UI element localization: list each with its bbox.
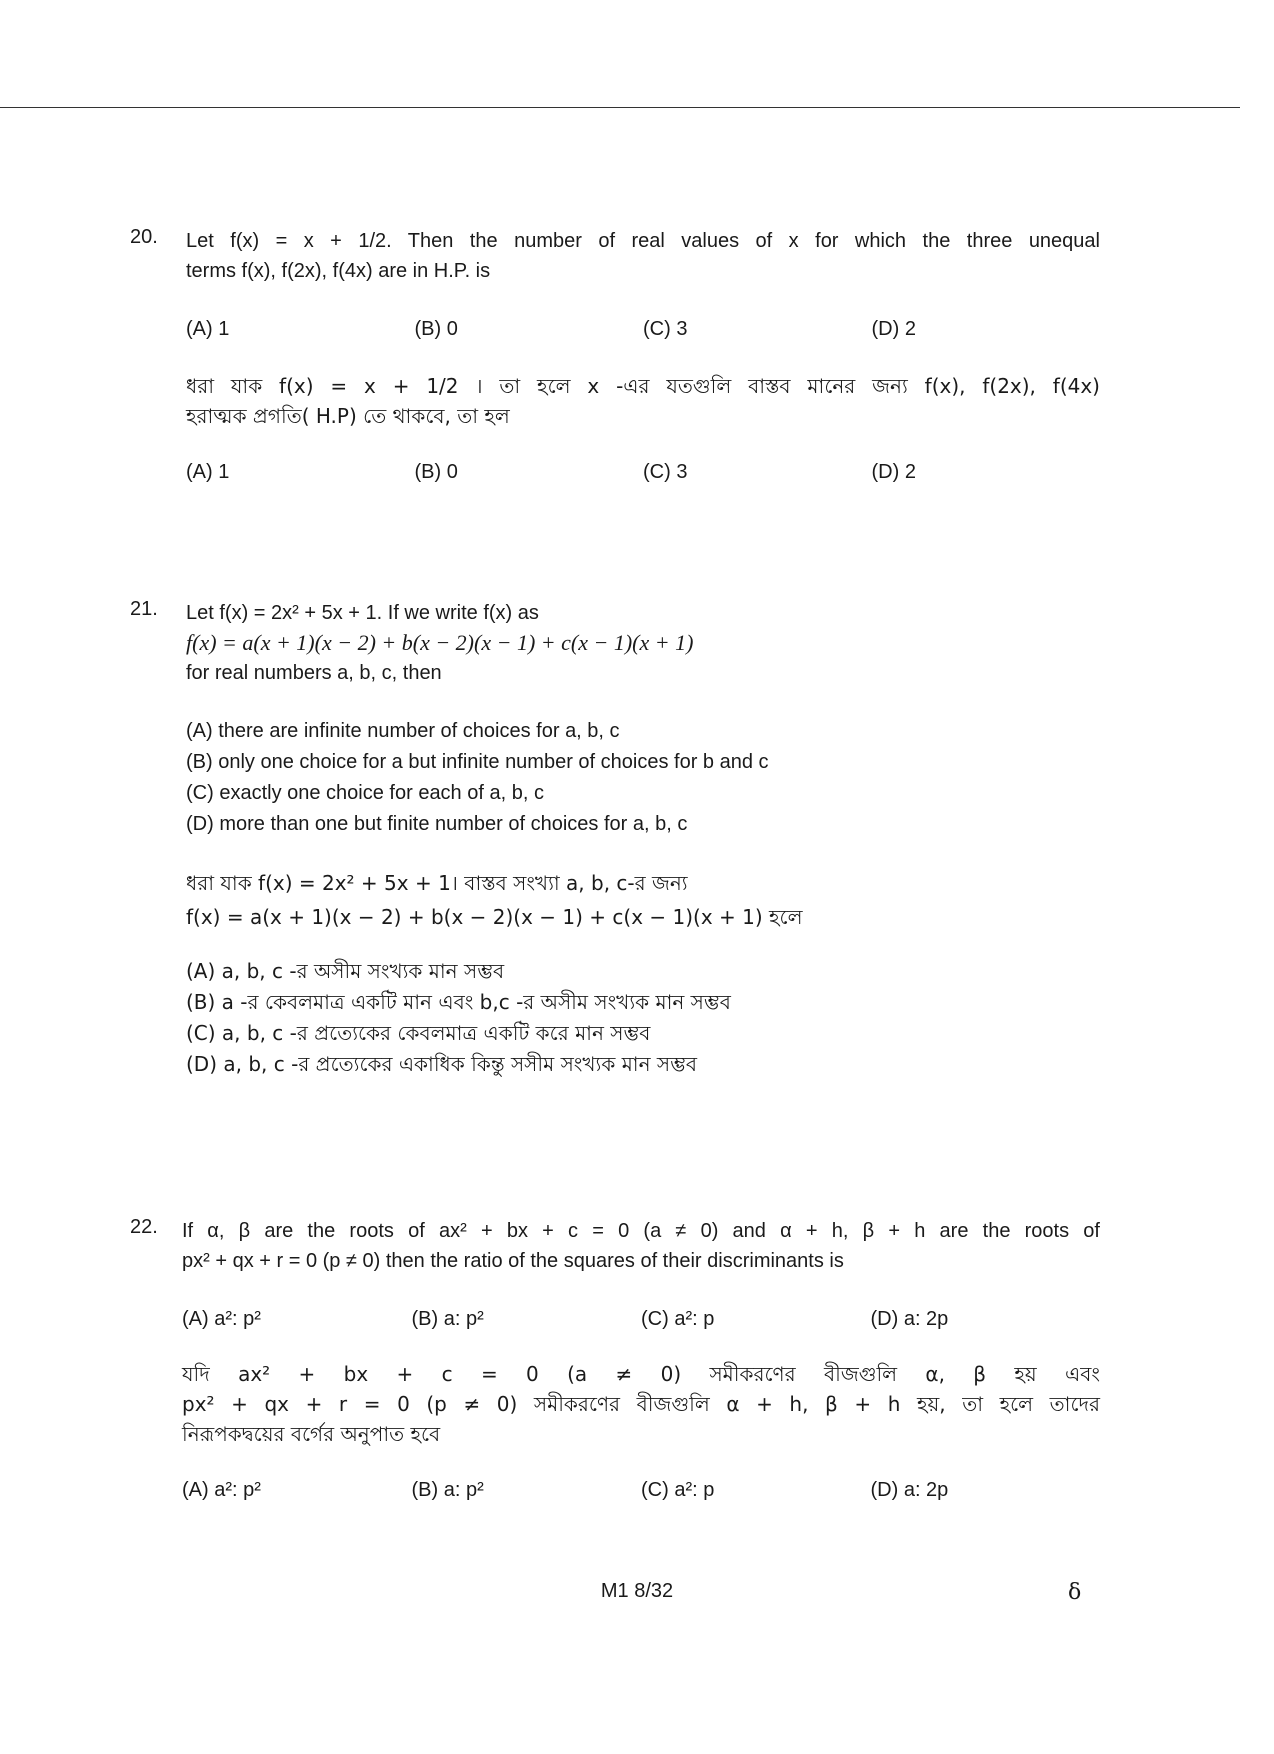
option-c: (C) 3 bbox=[643, 461, 688, 483]
question-stem-bn-line2: px² + qx + r = 0 (p ≠ 0) সমীকরণের বীজগুলি α + h, β + h হয়, তা হলে তাদের bbox=[182, 1392, 1100, 1416]
option-c: (C) exactly one choice for each of a, b, c bbox=[186, 782, 544, 804]
option-d: (D) a, b, c -র প্রত্যেকের একাধিক কিন্তু সসীম সংখ্যক মান সম্ভব bbox=[186, 1052, 698, 1076]
question-number: 20. bbox=[130, 226, 158, 248]
question-stem-bn-line3: নিরূপকদ্বয়ের বর্গের অনুপাত হবে bbox=[182, 1422, 441, 1446]
option-d: (D) 2 bbox=[871, 318, 916, 340]
question-stem-bn-line1: যদি ax² + bx + c = 0 (a ≠ 0) সমীকরণের বীজগুলি α, β হয় এবং bbox=[182, 1362, 1100, 1386]
question-stem-en-line2: terms f(x), f(2x), f(4x) are in H.P. is bbox=[186, 260, 491, 282]
option-a: (A) there are infinite number of choices for a, b, c bbox=[186, 720, 620, 742]
options-en bbox=[182, 1308, 1100, 1331]
option-c: (C) a, b, c -র প্রত্যেকের কেবলমাত্র একটি করে মান সম্ভব bbox=[186, 1021, 651, 1045]
top-rule bbox=[0, 107, 1240, 108]
question-stem-bn-line2: হরাত্মক প্রগতি( H.P) তে থাকবে, তা হল bbox=[186, 404, 510, 428]
option-c: (C) a²: p bbox=[641, 1308, 715, 1330]
option-b: (B) 0 bbox=[414, 318, 458, 340]
question-stem-bn-line1: ধরা যাক f(x) = 2x² + 5x + 1। বাস্তব সংখ্যা a, b, c-র জন্য bbox=[186, 871, 688, 895]
question-stem-en-line2: f(x) = a(x + 1)(x − 2) + b(x − 2)(x − 1) + c(x − 1)(x + 1) bbox=[186, 630, 694, 655]
option-a: (A) a²: p² bbox=[182, 1308, 261, 1330]
question-stem-en-line1: Let f(x) = 2x² + 5x + 1. If we write f(x) as bbox=[186, 602, 539, 624]
question-21 bbox=[130, 598, 1100, 1080]
question-stem-en-line2: px² + qx + r = 0 (p ≠ 0) then the ratio of the squares of their discriminants is bbox=[182, 1250, 844, 1272]
question-number: 21. bbox=[130, 598, 158, 620]
option-d: (D) a: 2p bbox=[870, 1479, 949, 1501]
question-stem-bn-line1: ধরা যাক f(x) = x + 1/2 । তা হলে x -এর যতগুলি বাস্তব মানের জন্য f(x), f(2x), f(4x) bbox=[186, 374, 1100, 398]
question-number: 22. bbox=[130, 1216, 158, 1238]
option-a: (A) 1 bbox=[186, 461, 230, 483]
option-d: (D) a: 2p bbox=[870, 1308, 949, 1330]
option-a: (A) a²: p² bbox=[182, 1479, 261, 1501]
question-stem-en-line3: for real numbers a, b, c, then bbox=[186, 662, 442, 684]
option-a: (A) a, b, c -র অসীম সংখ্যক মান সম্ভব bbox=[186, 959, 505, 983]
page-number: M1 8/32 bbox=[600, 1580, 674, 1602]
question-22 bbox=[130, 1216, 1100, 1502]
question-stem-en-line1: Let f(x) = x + 1/2. Then the number of real values of x for which the three unequal bbox=[186, 230, 1100, 252]
options-bn bbox=[130, 956, 1100, 1080]
page-mark: δ bbox=[1068, 1580, 1082, 1605]
question-stem-en-line1: If α, β are the roots of ax² + bx + c = 0 (a ≠ 0) and α + h, β + h are the roots of bbox=[182, 1220, 1100, 1242]
option-d: (D) 2 bbox=[871, 461, 916, 483]
question-stem-bn-line2: f(x) = a(x + 1)(x − 2) + b(x − 2)(x − 1) + c(x − 1)(x + 1) হলে bbox=[186, 905, 803, 929]
options-en bbox=[130, 716, 1100, 840]
option-b: (B) a: p² bbox=[411, 1308, 484, 1330]
options-bn bbox=[182, 1479, 1100, 1502]
option-c: (C) a²: p bbox=[641, 1479, 715, 1501]
option-d: (D) more than one but finite number of choices for a, b, c bbox=[186, 813, 688, 835]
option-a: (A) 1 bbox=[186, 318, 230, 340]
option-b: (B) 0 bbox=[414, 461, 458, 483]
question-20 bbox=[130, 226, 1100, 484]
options-en bbox=[186, 318, 1100, 341]
options-bn bbox=[186, 461, 1100, 484]
option-b: (B) a: p² bbox=[411, 1479, 484, 1501]
option-c: (C) 3 bbox=[643, 318, 688, 340]
option-b: (B) a -র কেবলমাত্র একটি মান এবং b,c -র অসীম সংখ্যক মান সম্ভব bbox=[186, 990, 731, 1014]
option-b: (B) only one choice for a but infinite number of choices for b and c bbox=[186, 751, 769, 773]
